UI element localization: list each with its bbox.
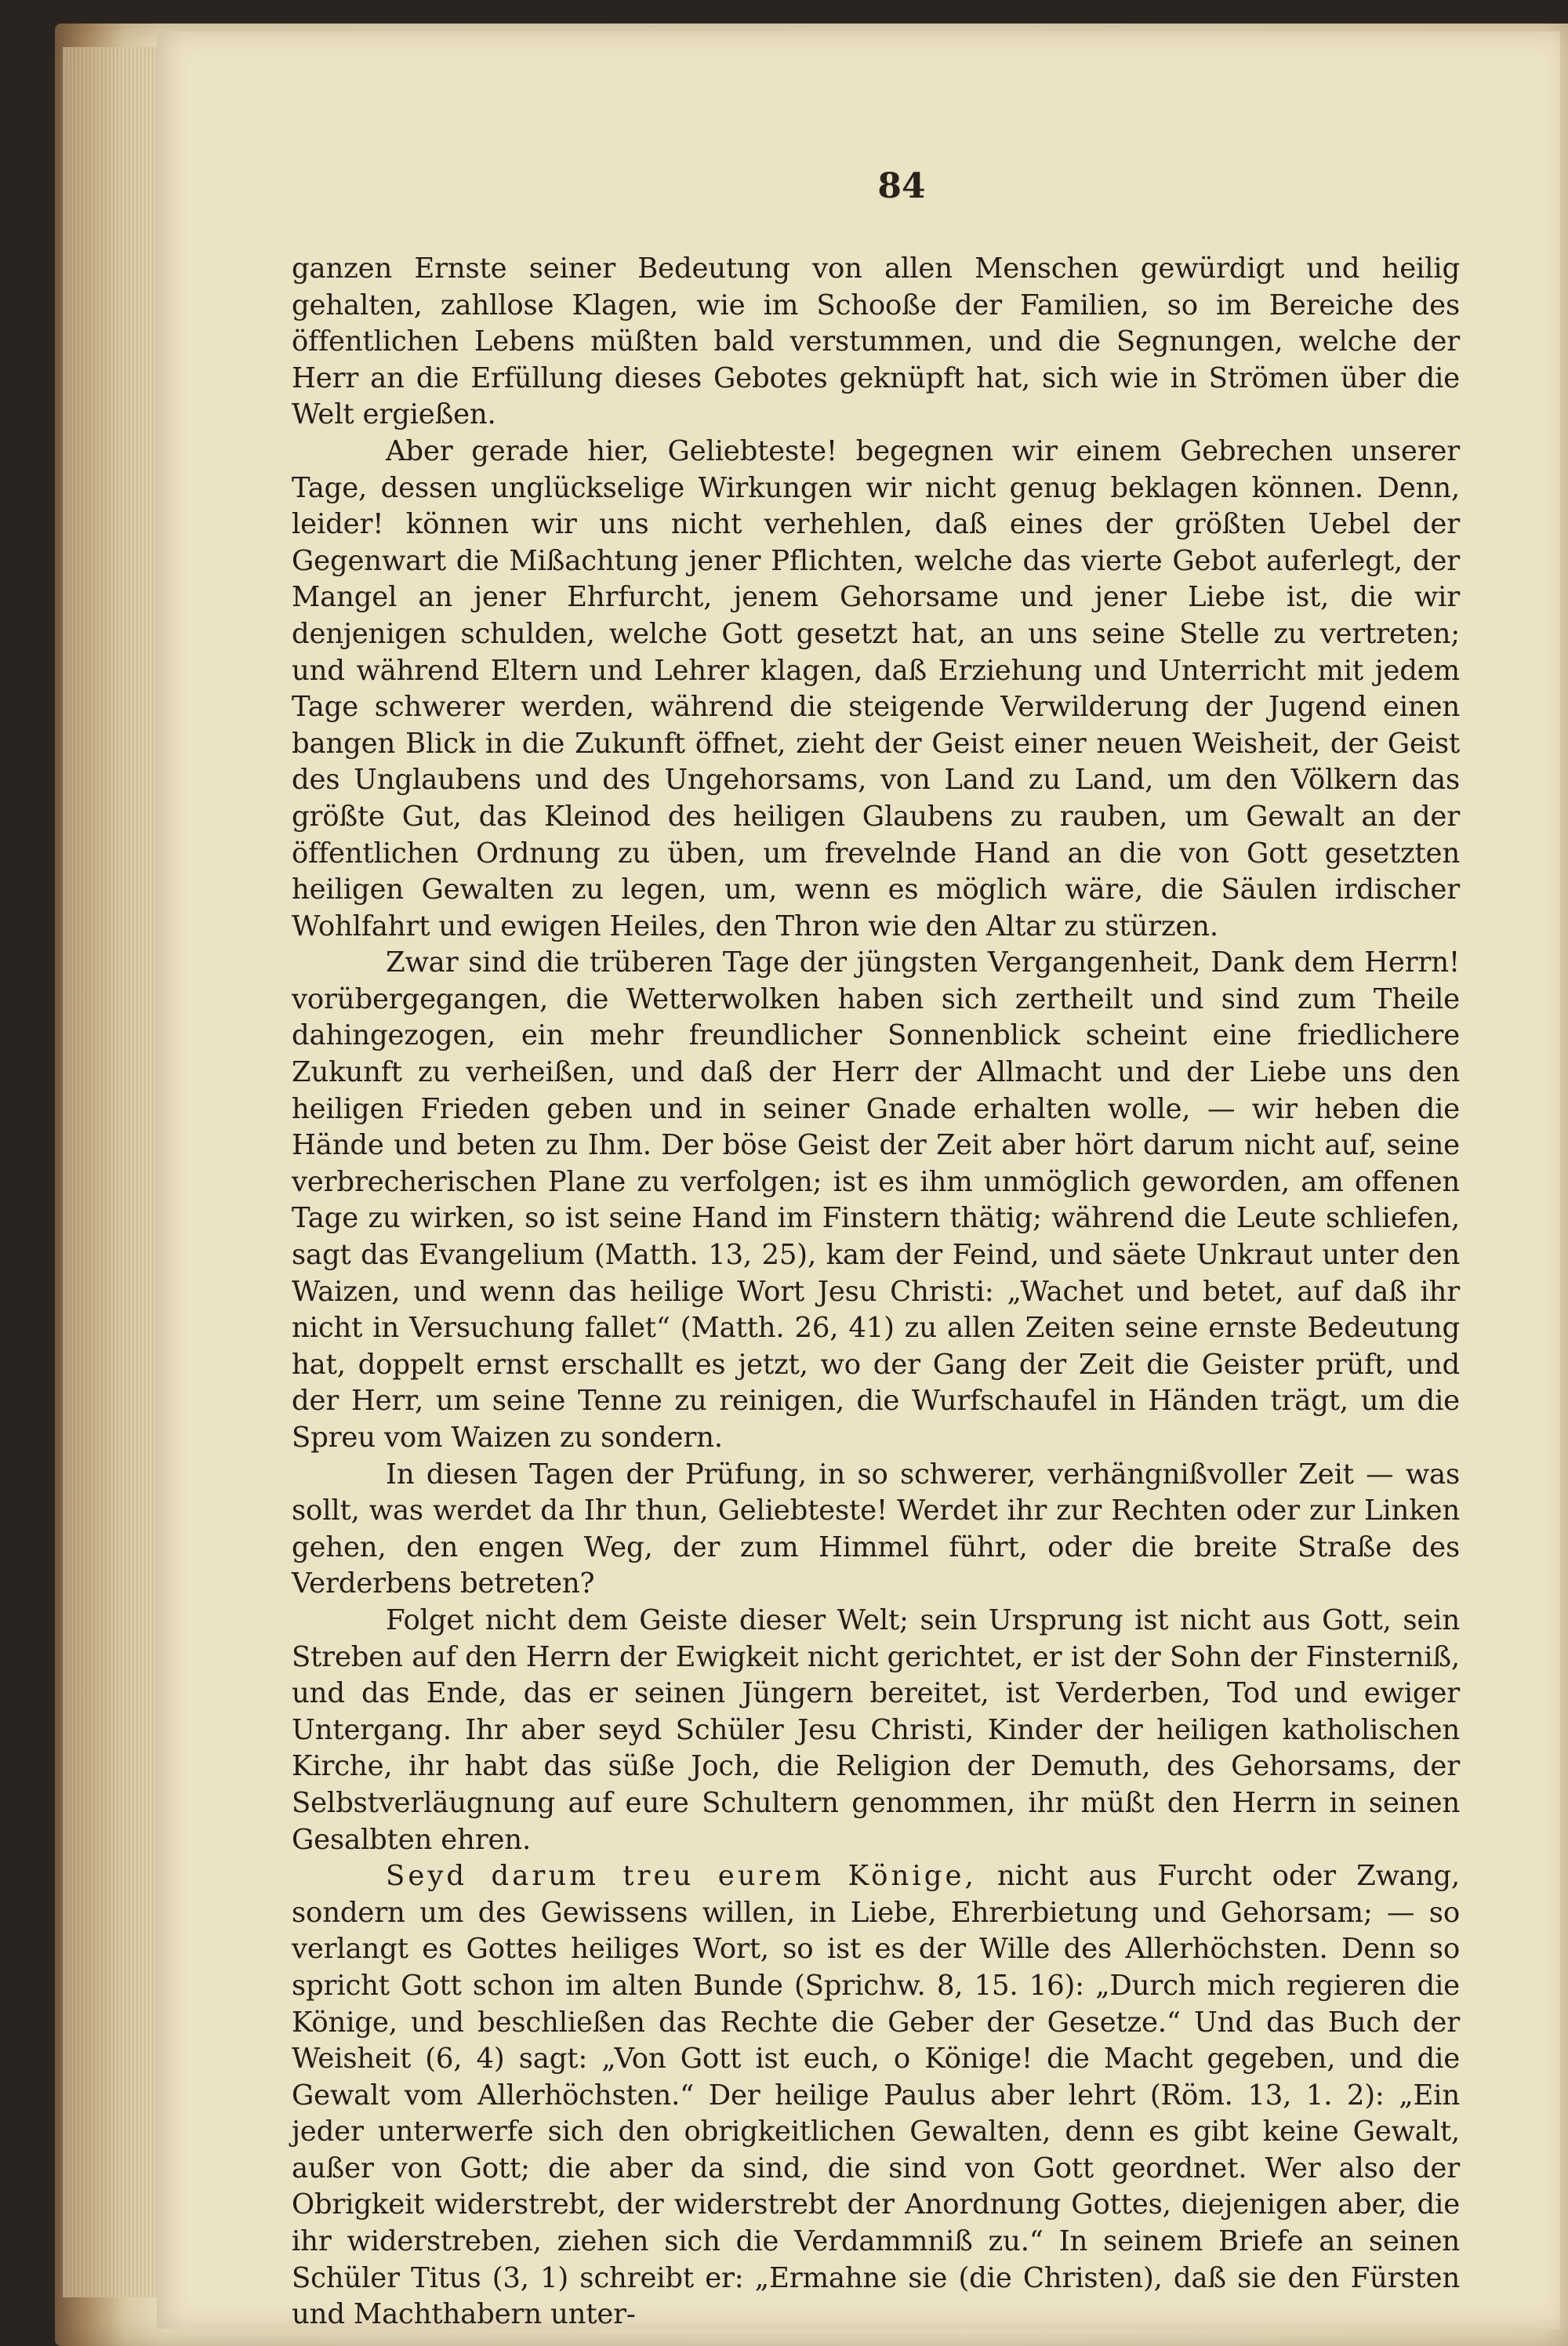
emphasized-text: Seyd darum treu eurem Könige, [386, 1860, 977, 1893]
paragraph-text: nicht aus Furcht oder Zwang, sondern um des Gewissens willen, in Liebe, Ehrerbietung und Gehorsam; — so verlangt es Gottes heiliges Wort, so ist es der Wille des Allerhöchsten. Denn so spricht Gott schon im alten Bunde (Sprichw. 8, 15. 16): „Durch mich regieren die Könige, und beschließen das Rechte die Geber der Gesetze.“ Und das Buch der Weisheit (6, 4) sagt: „Von Gott ist euch, o Könige! die Macht gegeben, und die Gewalt vom Allerhöchsten.“ Der heilige Paulus aber lehrt (Röm. 13, 1. 2): „Ein jeder unterwerfe sich den obrigkeitlichen Gewalten, denn es gibt keine Gewalt, außer von Gott; die aber da sind, die sind von Gott geordnet. Wer also der Obrigkeit widerstrebt, der widerstrebt der Anordnung Gottes, diejenigen aber, die ihr widerstreben, ziehen sich die Verdammniß zu.“ In seinem Briefe an seinen Schüler Titus (3, 1) schreibt er: „Ermahne sie (die Christen), daß sie den Fürsten und Machthabern unter- [292, 1860, 1460, 2331]
paragraph [292, 1858, 1460, 2333]
paragraph: Folget nicht dem Geiste dieser Welt; sein Ursprung ist nicht aus Gott, sein Streben auf den Herrn der Ewigkeit nicht gerichtet, er ist der Sohn der Finsterniß, und das Ende, das er seinen Jüngern bereitet, ist Verderben, Tod und ewiger Untergang. Ihr aber seyd Schüler Jesu Christi, Kinder der heiligen katholischen Kirche, ihr habt das süße Joch, die Religion der Demuth, des Gehorsams, der Selbstverläugnung auf eure Schultern genommen, ihr müßt den Herrn in seinen Gesalbten ehren. [292, 1603, 1460, 1856]
page-number: 84 [877, 166, 926, 206]
body-text [292, 251, 1460, 2333]
paragraph: ganzen Ernste seiner Bedeutung von allen Menschen gewürdigt und heilig gehalten, zahllose Klagen, wie im Schooße der Familien, so im Bereiche des öffentlichen Lebens müßten bald verstummen, und die Segnungen, welche der Herr an die Erfüllung dieses Gebotes geknüpft hat, sich wie in Strömen über die Welt ergießen. [292, 252, 1460, 431]
page-edges [63, 47, 165, 2297]
paragraph: Aber gerade hier, Geliebteste! begegnen wir einem Gebrechen unserer Tage, dessen unglückselige Wirkungen wir nicht genug beklagen können. Denn, leider! können wir uns nicht verhehlen, daß eines der größten Uebel der Gegenwart die Mißachtung jener Pflichten, welche das vierte Gebot auferlegt, der Mangel an jener Ehrfurcht, jenem Gehorsame und jener Liebe ist, die wir denjenigen schulden, welche Gott gesetzt hat, an uns seine Stelle zu vertreten; und während Eltern und Lehrer klagen, daß Erziehung und Unterricht mit jedem Tage schwerer werden, während die steigende Verwilderung der Jugend einen bangen Blick in die Zukunft öffnet, zieht der Geist einer neuen Weisheit, der Geist des Unglaubens und des Ungehorsams, von Land zu Land, um den Völkern das größte Gut, das Kleinod des heiligen Glaubens zu rauben, um Gewalt an der öffentlichen Ordnung zu üben, um frevelnde Hand an die von Gott gesetzten heiligen Gewalten zu legen, um, wenn es möglich wäre, die Säulen irdischer Wohlfahrt und ewigen Heiles, den Thron wie den Altar zu stürzen. [292, 434, 1460, 942]
paragraph: Zwar sind die trüberen Tage der jüngsten Vergangenheit, Dank dem Herrn! vorübergegangen, die Wetterwolken haben sich zertheilt und sind zum Theile dahingezogen, ein mehr freundlicher Sonnenblick scheint eine friedlichere Zukunft zu verheißen, und daß der Herr der Allmacht und der Liebe uns den heiligen Frieden geben und in seiner Gnade erhalten wolle, — wir heben die Hände und beten zu Ihm. Der böse Geist der Zeit aber hört darum nicht auf, seine verbrecherischen Plane zu verfolgen; ist es ihm unmöglich geworden, am offenen Tage zu wirken, so ist seine Hand im Finstern thätig; während die Leute schliefen, sagt das Evangelium (Matth. 13, 25), kam der Feind, und säete Unkraut unter den Waizen, und wenn das heilige Wort Jesu Christi: „Wachet und betet, auf daß ihr nicht in Versuchung fallet“ (Matth. 26, 41) zu allen Zeiten seine ernste Bedeutung hat, doppelt ernst erschallt es jetzt, wo der Gang der Zeit die Geister prüft, und der Herr, um seine Tenne zu reinigen, die Wurfschaufel in Händen trägt, um die Spreu vom Waizen zu sondern. [292, 946, 1460, 1454]
paragraph: In diesen Tagen der Prüfung, in so schwerer, verhängnißvoller Zeit — was sollt, was werdet da Ihr thun, Geliebteste! Werdet ihr zur Rechten oder zur Linken gehen, den engen Weg, der zum Himmel führt, oder die breite Straße des Verderbens betreten? [292, 1458, 1460, 1600]
